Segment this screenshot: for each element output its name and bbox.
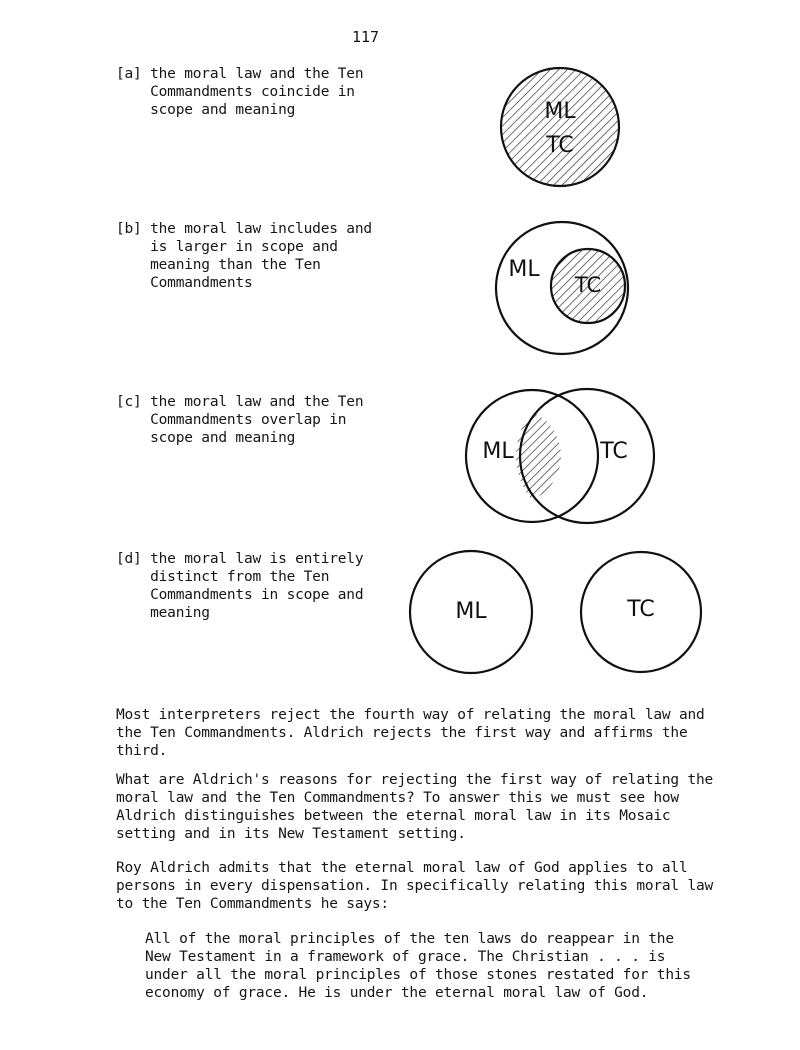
diagram-a-circle (501, 68, 619, 186)
paragraph-2: What are Aldrich's reasons for rejecting the first way of relating the moral law and the Ten Commandments? To answer this we must see how Aldrich distinguishes between the eternal moral law in its Mosaic setting and in its New Testament setting. (116, 772, 714, 842)
diagram-d-label-tc: TC (627, 597, 655, 622)
caption-c: [c] the moral law and the Ten Commandments overlap in scope and meaning (116, 394, 364, 446)
diagram-c-label-tc: TC (600, 439, 628, 464)
caption-a: [a] the moral law and the Ten Commandments coincide in scope and meaning (116, 66, 364, 118)
caption-b: [b] the moral law includes and is larger in scope and meaning than the Ten Commandments (116, 221, 372, 291)
diagram-a (501, 68, 619, 186)
diagram-c-label-ml: ML (482, 439, 514, 464)
diagram-d (410, 551, 701, 673)
caption-d: [d] the moral law is entirely distinct from the Ten Commandments in scope and meaning (116, 551, 364, 621)
diagram-d-label-ml: ML (455, 599, 487, 624)
page-number: 117 (352, 28, 380, 46)
diagram-b-label-ml: ML (508, 257, 540, 282)
diagram-a-label-tc: TC (546, 133, 574, 158)
diagram-a-label-ml: ML (544, 99, 576, 124)
paragraph-3: Roy Aldrich admits that the eternal moral law of God applies to all persons in every dispensation. In specifically relating this moral law to the Ten Commandments he says: (116, 860, 714, 912)
diagram-c (465, 387, 654, 525)
diagram-b (496, 222, 628, 354)
block-quote: All of the moral principles of the ten laws do reappear in the New Testament in a framework of grace. The Christian . . . is under all the moral principles of those stones restated for this economy of grace. He is under the eternal moral law of God. (145, 931, 691, 1001)
diagram-b-label-tc: TC (574, 273, 602, 297)
paragraph-1: Most interpreters reject the fourth way of relating the moral law and the Ten Commandments. Aldrich rejects the first way and affirms the third. (116, 707, 705, 759)
